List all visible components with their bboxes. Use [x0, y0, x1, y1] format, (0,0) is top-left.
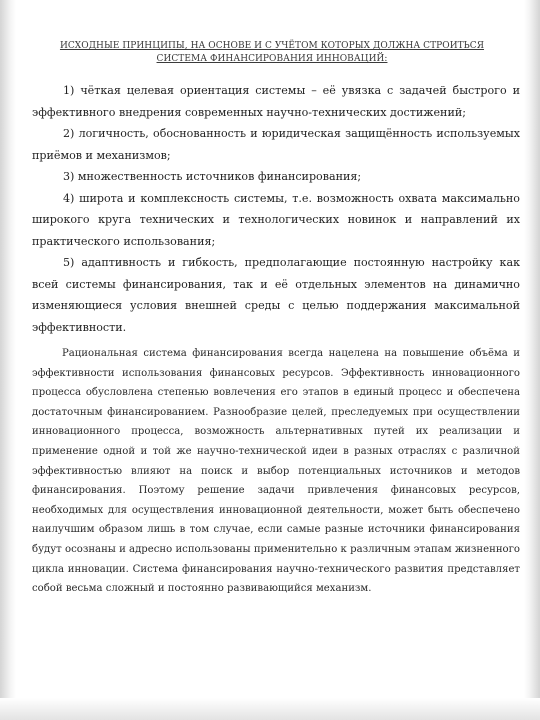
page-right-edge: [524, 0, 540, 720]
principle-item: 2) логичность, обоснованность и юридическая защищённость используемых приёмов и механизмов;: [32, 127, 520, 162]
body-paragraph: Рациональная система финансирования всегда нацелена на повышение объёма и эффективности использования финансовых ресурсов. Эффективность инновационного процесса обусловлена степенью вовлечения его этапов в единый процесс и обеспечена достаточным финансированием. Разнообразие целей, преследуемых при осуществлении инновационного процесса, возможность альтернативных путей их реализации и применение одной и той же научно-технической идеи в разных отраслях с различной эффективностью влияют на поиск и выбор потенциальных источников и методов финансирования. Поэтому решение задачи привлечения финансовых ресурсов, необходимых для осуществления инновационной деятельности, может быть обеспечено наилучшим образом лишь в том случае, если самые разные источники финансирования будут осознаны и адресно использованы применительно к различным этапам жизненного цикла инновации. Система финансирования научно-технического развития представляет собой весьма сложный и постоянно развивающийся механизм.: [32, 348, 520, 595]
principle-item: 3) множественность источников финансирования;: [63, 170, 362, 183]
principle-item: 1) чёткая целевая ориентация системы – её увязка с задачей быстрого и эффективного внедрения современных научно-технических достижений;: [32, 84, 520, 119]
page-heading: ИСХОДНЫЕ ПРИНЦИПЫ, НА ОСНОВЕ И С УЧЁТОМ КОТОРЫХ ДОЛЖНА СТРОИТЬСЯ СИСТЕМА ФИНАНСИРОВАНИЯ ИННОВАЦИЙ:: [59, 41, 485, 64]
principles-list: [32, 80, 520, 338]
page-bottom-band: [0, 698, 540, 720]
page-left-edge: [0, 0, 16, 720]
principle-item: 4) широта и комплексность системы, т.е. возможность охвата максимально широкого круга технических и технологических новинок и направлений их практического использования;: [32, 191, 520, 248]
principle-item: 5) адаптивность и гибкость, предполагающие постоянную настройку как всей системы финансирования, так и её отдельных элементов на динамично изменяющиеся условия внешней среды с целью поддержания максимальной эффективности.: [32, 256, 520, 334]
